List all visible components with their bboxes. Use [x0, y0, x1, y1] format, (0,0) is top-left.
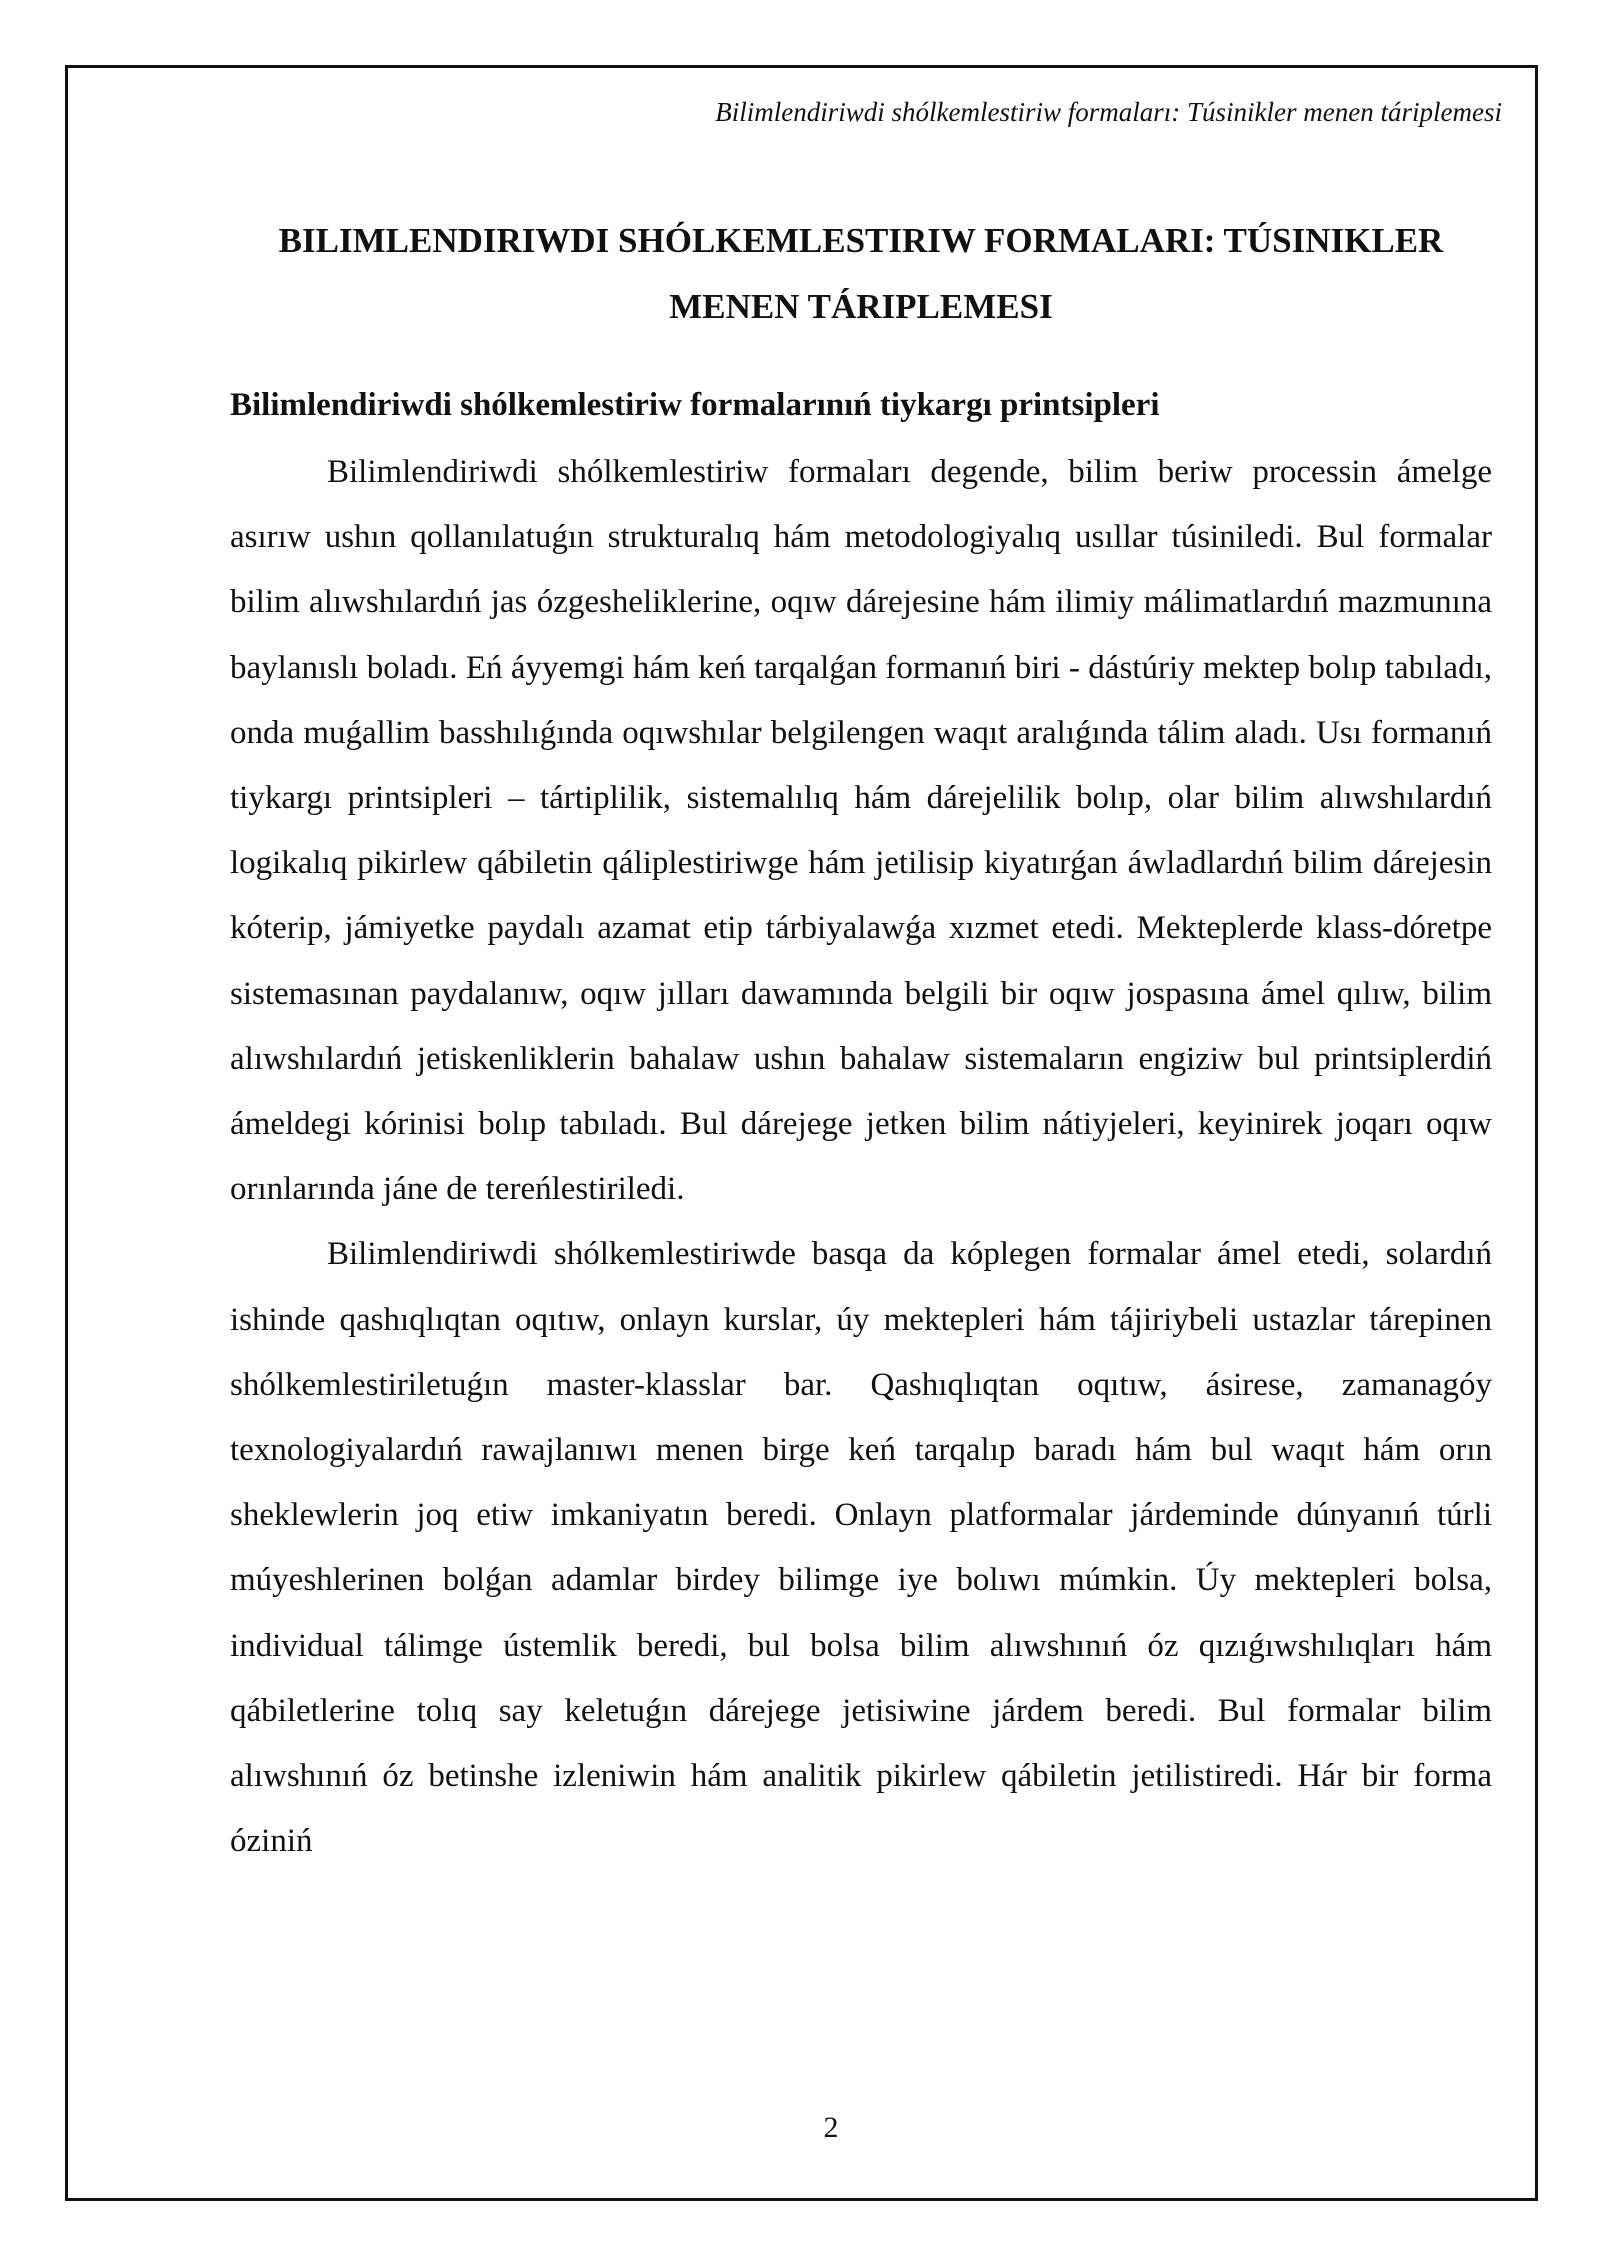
running-header: Bilimlendiriwdi shólkemlestiriw formaları: Túsinikler menen táriplemesi	[715, 97, 1502, 127]
section-heading: Bilimlendiriwdi shólkemlestiriw formalarınıń tiykargı printsipleri	[230, 387, 1160, 423]
paragraph: Bilimlendiriwdi shólkemlestiriwde basqa da kóplegen formalar ámel etedi, solardıń ishinde qashıqlıqtan oqıtıw, onlayn kurslar, úy mektepleri hám tájiriybeli ustazlar tárepinen shólkemlestiriletuǵın master-klasslar bar. Qashıqlıqtan oqıtıw, ásirese, zamanagóy texnologiyalardıń rawajlanıwı menen birge keń tarqalıp baradı hám bul waqıt hám orın sheklewlerin joq etiw imkaniyatın beredi. Onlayn platformalar járdeminde dúnyanıń túrli múyeshlerinen bolǵan adamlar birdey bilimge iye bolıwı múmkin. Úy mektepleri bolsa, individual tálimge ústemlik beredi, bul bolsa bilim alıwshınıń óz qızıǵıwshılıqları hám qábiletlerine tolıq say keletuǵın dárejege jetisiwine járdem beredi. Bul formalar bilim alıwshınıń óz betinshe izleniwin hám analitik pikirlew qábiletin jetilistiredi. Hár bir forma óziniń	[230, 1236, 1492, 1860]
paragraph: Bilimlendiriwdi shólkemlestiriw formaları degende, bilim beriw processin ámelge asırıw ushın qollanılatuǵın strukturalıq hám metodologiyalıq usıllar túsiniledi. Bul formalar bilim alıwshılardıń jas ózgesheliklerine, oqıw dárejesine hám ilimiy málimatlardıń mazmunına baylanıslı boladı. Eń áyyemgi hám keń tarqalǵan formanıń biri - dástúriy mektep bolıp tabıladı, onda muǵallim basshılıǵında oqıwshılar belgilengen waqıt aralıǵında tálim aladı. Usı formanıń tiykargı printsipleri – tártiplilik, sistemalılıq hám dárejelilik bolıp, olar bilim alıwshılardıń logikalıq pikirlew qábiletin qáliplestiriwge hám jetilisip kiyatırǵan áwladlardıń bilim dárejesin kóterip, jámiyetke paydalı azamat etip tárbiyalawǵa xızmet etedi. Mekteplerde klass-dóretpe sistemasınan paydalanıw, oqıw jılları dawamında belgili bir oqıw jospasına ámel qılıw, bilim alıwshılardıń jetiskenliklerin bahalaw ushın bahalaw sistemaların engiziw bul printsiplerdiń ámeldegi kórinisi bolıp tabıladı. Bul dárejege jetken bilim nátiyjeleri, keyinirek joqarı oqıw orınlarında jáne de tereńlestiriledi.	[230, 454, 1492, 1208]
document-body	[230, 208, 1492, 1874]
document-title: BILIMLENDIRIWDI SHÓLKEMLESTIRIW FORMALARI: TÚSINIKLER MENEN TÁRIPLEMESI	[278, 221, 1444, 326]
page-number: 2	[823, 2111, 839, 2144]
